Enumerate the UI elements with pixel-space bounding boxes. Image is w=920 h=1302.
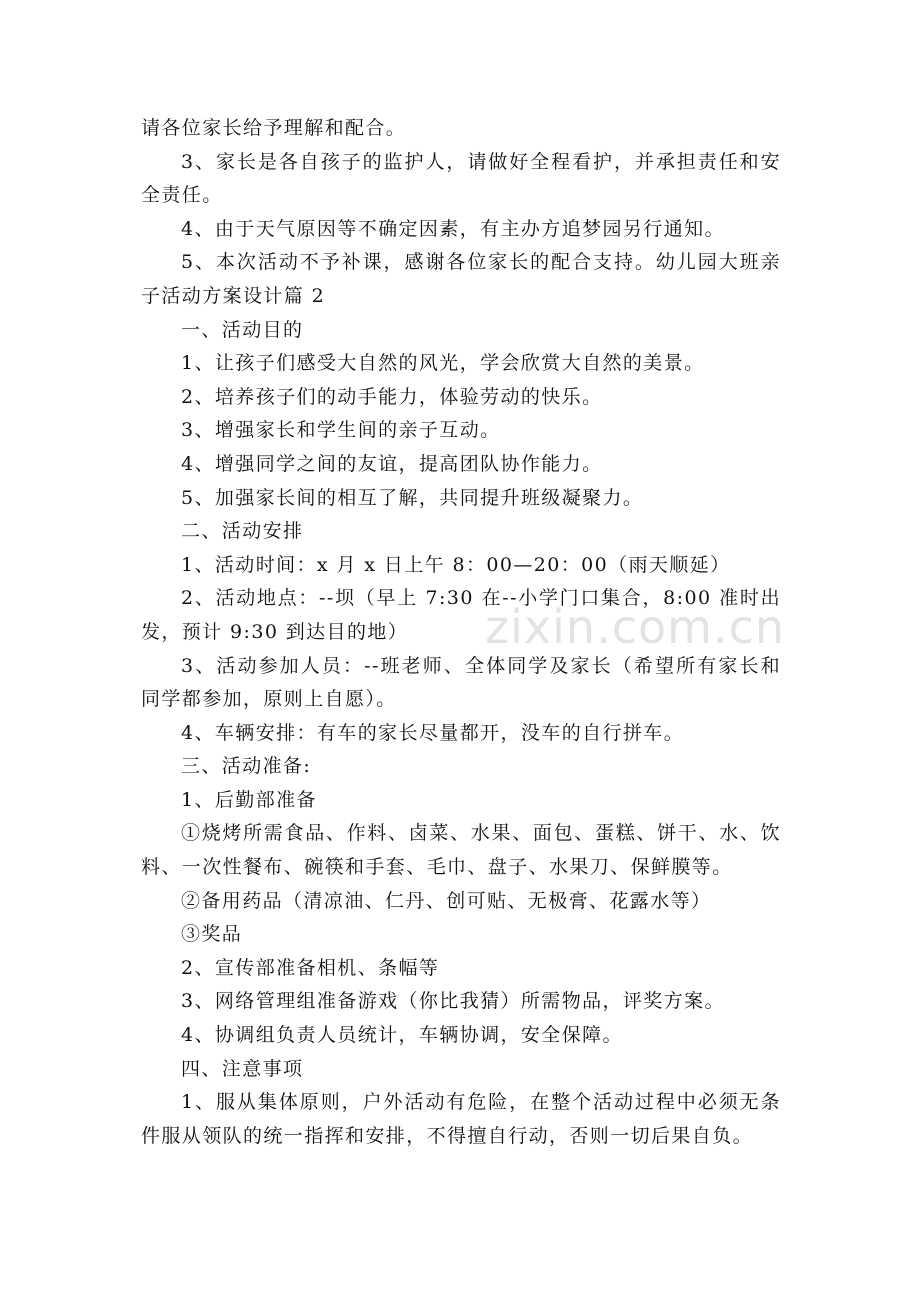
list-item: 1、活动时间：x 月 x 日上午 8：00—20：00（雨天顺延） xyxy=(181,553,731,576)
watermark: zixin.com.cn xyxy=(485,600,786,654)
section-heading: 一、活动目的 xyxy=(181,318,304,341)
paragraph: 5、本次活动不予补课，感谢各位家长的配合支持。幼儿园大班亲子活动方案设计篇 2 xyxy=(141,251,781,307)
list-item: 4、协调组负责人员统计，车辆协调，安全保障。 xyxy=(181,1024,623,1047)
section-heading: 四、注意事项 xyxy=(181,1057,304,1080)
list-item: 3、增强家长和学生间的亲子互动。 xyxy=(181,419,501,442)
list-item: 1、让孩子们感受大自然的风光，学会欣赏大自然的美景。 xyxy=(181,352,705,375)
list-item: 1、服从集体原则，户外活动有危险，在整个活动过程中必须无条件服从领队的统一指挥和安排，不得擅自行动，否则一切后果自负。 xyxy=(141,1091,781,1147)
section-heading: 二、活动安排 xyxy=(181,520,304,543)
list-item: 2、培养孩子们的动手能力，体验劳动的快乐。 xyxy=(181,385,603,408)
list-item: ③奖品 xyxy=(181,923,243,946)
list-item: ①烧烤所需食品、作料、卤菜、水果、面包、蛋糕、饼干、水、饮料、一次性餐布、碗筷和手套、毛巾、盘子、水果刀、保鲜膜等。 xyxy=(141,822,781,879)
paragraph: 3、家长是各自孩子的监护人，请做好全程看护，并承担责任和安全责任。 xyxy=(141,150,781,207)
list-item: 4、增强同学之间的友谊，提高团队协作能力。 xyxy=(181,452,603,475)
section-heading: 三、活动准备: xyxy=(181,755,312,778)
list-item: 2、活动地点：--坝（早上 7:30 在--小学门口集合，8:00 准时出发，预计 9:30 到达目的地） xyxy=(141,587,781,643)
paragraph: 4、由于天气原因等不确定因素，有主办方追梦园另行通知。 xyxy=(181,217,725,240)
list-item: ②备用药品（清凉油、仁丹、创可贴、无极膏、花露水等） xyxy=(181,889,712,912)
list-item: 3、网络管理组准备游戏（你比我猜）所需物品，评奖方案。 xyxy=(181,990,725,1013)
list-item: 2、宣传部准备相机、条幅等 xyxy=(181,956,440,979)
list-item: 1、后勤部准备 xyxy=(181,788,317,811)
list-item: 3、活动参加人员：--班老师、全体同学及家长（希望所有家长和同学都参加，原则上自愿）。 xyxy=(141,654,781,711)
list-item: 5、加强家长间的相互了解，共同提升班级凝聚力。 xyxy=(181,486,644,509)
paragraph: 请各位家长给予理解和配合。 xyxy=(141,117,407,139)
list-item: 4、车辆安排：有车的家长尽量都开，没车的自行拼车。 xyxy=(181,721,685,744)
